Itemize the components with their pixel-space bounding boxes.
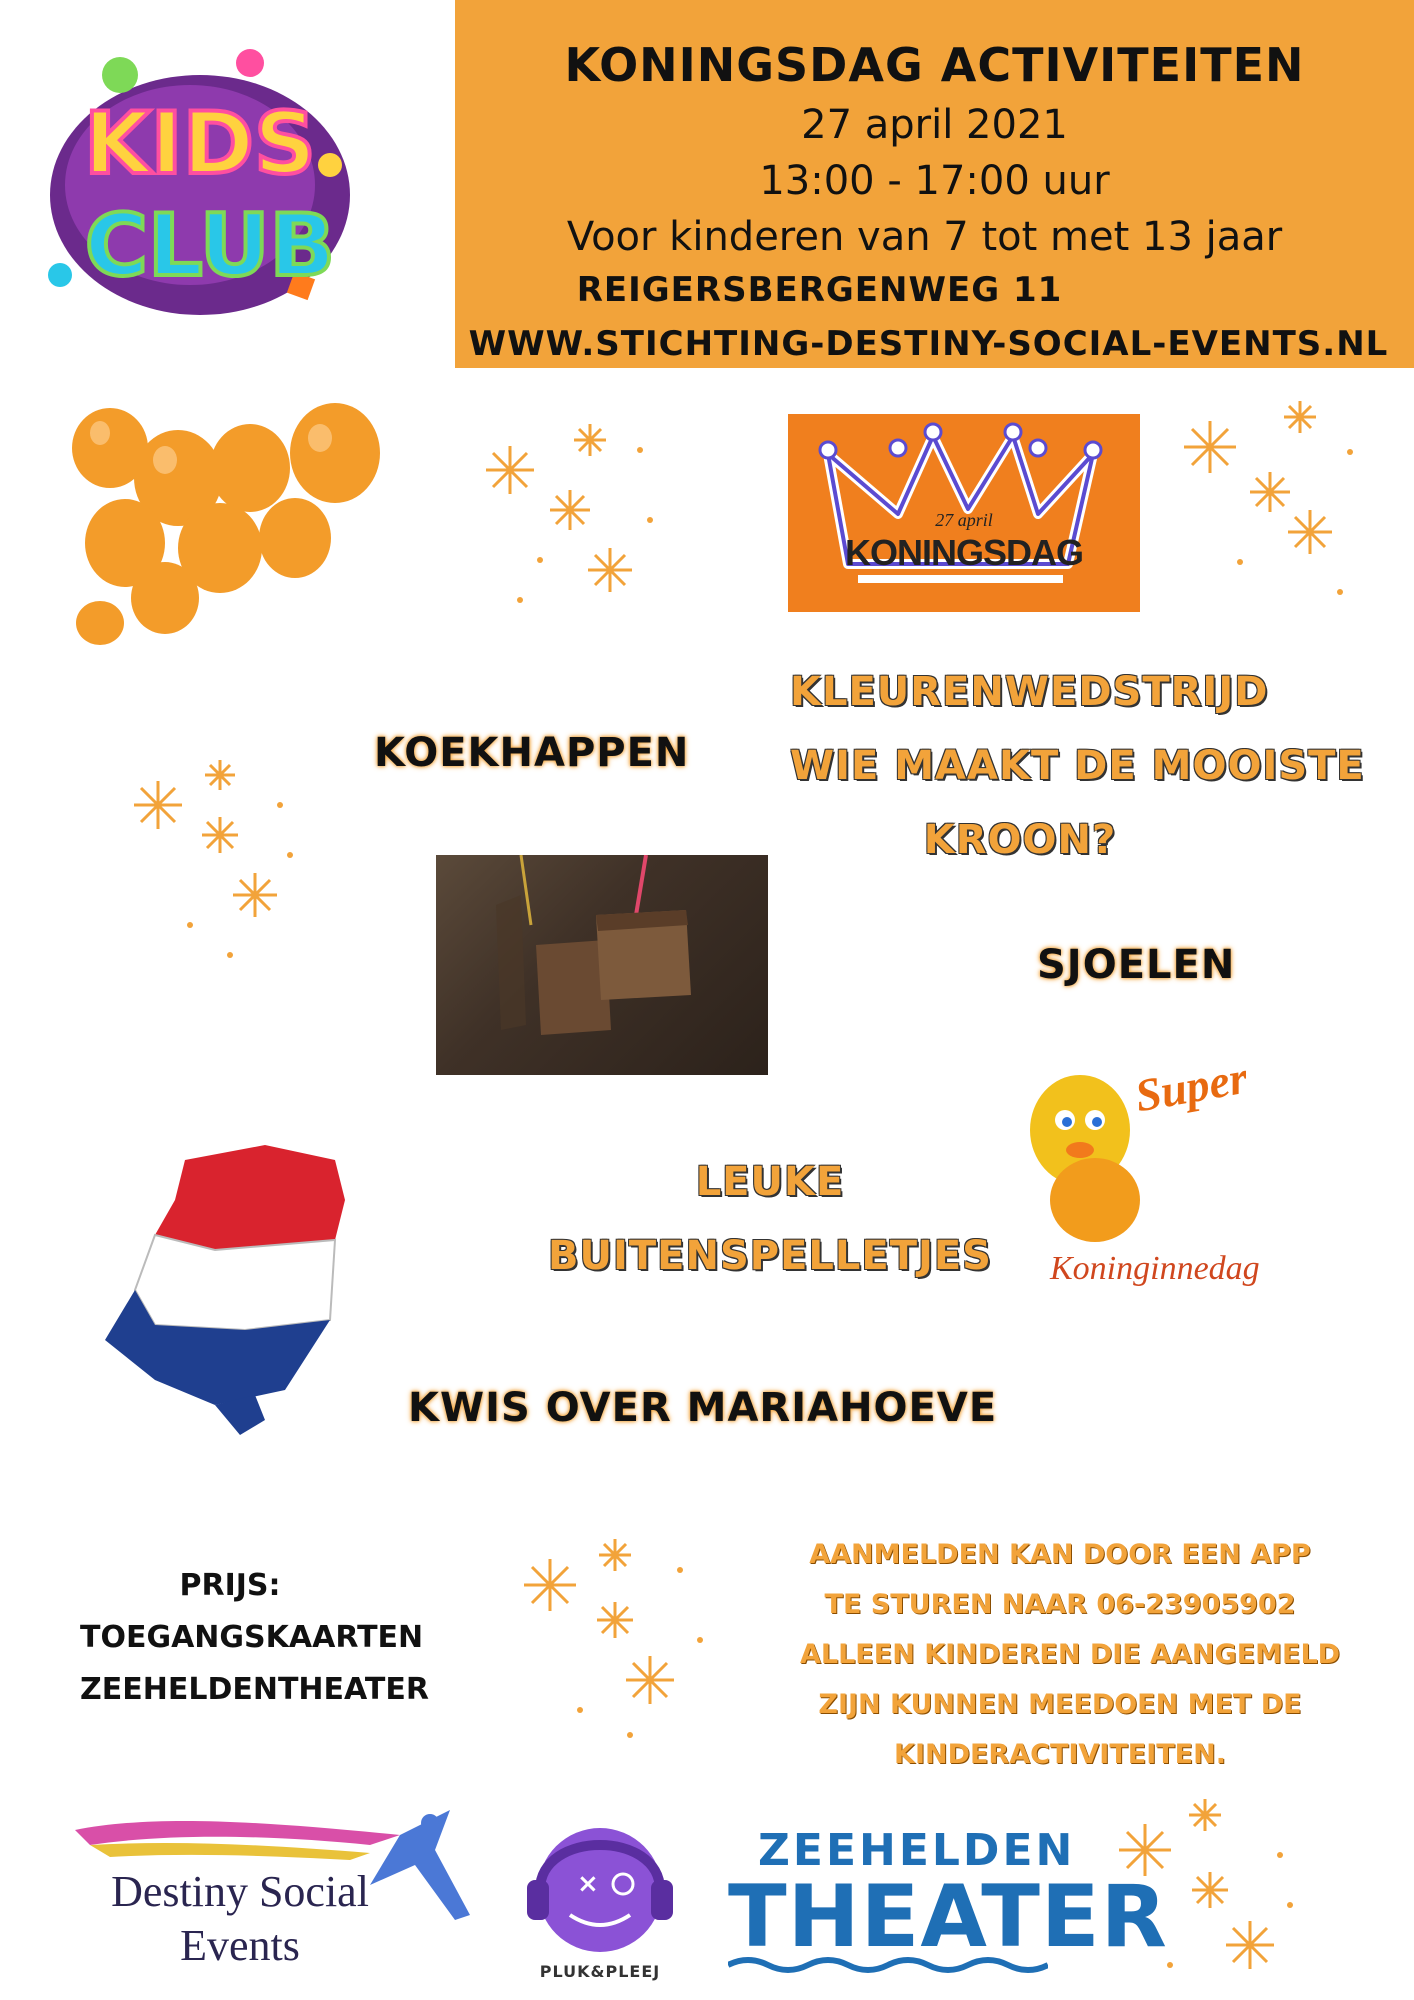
header-box [455,0,1414,368]
event-title: KONINGSDAG ACTIVITEITEN [564,38,1305,92]
event-website[interactable]: WWW.STICHTING-DESTINY-SOCIAL-EVENTS.NL [468,324,1389,364]
activity-kleurenwedstrijd [790,655,1365,877]
activity-koekhappen: KOEKHAPPEN [374,730,690,776]
kleuren-line-2: WIE MAAKT DE MOOISTE [790,743,1365,789]
activity-buitenspelletjes [540,1145,1000,1293]
svg-text:KIDS: KIDS [84,94,316,194]
netherlands-map-icon [95,1140,355,1440]
firework-icon [130,755,310,970]
balloon-icon [70,398,390,648]
crown-label: KONINGSDAG [844,532,1083,573]
leuke-line-1: LEUKE [695,1159,845,1205]
destiny-logo-text [70,1865,410,1973]
firework-icon [480,410,670,620]
leuke-line-2: BUITENSPELLETJES [548,1233,992,1279]
signup-line-2: TE STUREN NAAR 06-23905902 [824,1589,1296,1620]
crown-date: 27 april [935,510,993,530]
kids-club-logo [40,45,370,335]
firework-icon [1170,392,1370,612]
prize-line-2: TOEGANGSKAARTEN [80,1620,424,1655]
signup-line-5: KINDERACTIVITEITEN. [894,1739,1226,1770]
zeehelden-label: ZEEHELDEN [758,1825,1076,1876]
firework-icon [520,1530,720,1750]
activity-kwis: KWIS OVER MARIAHOEVE [408,1385,998,1431]
pluk-pleej-logo [515,1810,685,1990]
tweety-koninginnedag-image [1020,1050,1270,1330]
event-address: REIGERSBERGENWEG 11 [576,270,1063,310]
super-label: Super [1131,1051,1252,1122]
event-time: 13:00 - 17:00 uur [759,158,1110,204]
koekhappen-photo [436,855,768,1075]
prize-line-1: PRIJS: [179,1568,281,1603]
prize-line-3: ZEEHELDENTHEATER [80,1672,429,1707]
kleuren-line-1: KLEURENWEDSTRIJD [790,669,1269,715]
koningsdag-crown-banner [788,414,1140,612]
destiny-line-1: Destiny Social [111,1867,369,1916]
signup-line-4: ZIJN KUNNEN MEEDOEN MET DE [818,1689,1302,1720]
signup-line-1: AANMELDEN KAN DOOR EEN APP [809,1539,1311,1570]
activity-sjoelen: SJOELEN [1037,942,1236,988]
wave-icon [728,1955,1048,1975]
svg-text:CLUB: CLUB [84,196,336,296]
svg-text:×: × [577,1869,599,1899]
headphones-face-icon [515,1810,685,1960]
event-age: Voor kinderen van 7 tot met 13 jaar [566,214,1283,260]
prize-info [80,1560,429,1716]
koninginnedag-label: Koninginnedag [1050,1250,1260,1287]
zeehelden-theater-logo [728,1825,1168,1975]
kleuren-line-3: KROON? [923,817,1117,863]
pluk-pleej-label: PLUK&PLEEJ [539,1962,661,1981]
destiny-line-2: Events [180,1921,300,1970]
theater-label: THEATER [728,1867,1168,1967]
event-date: 27 april 2021 [801,102,1068,148]
destiny-social-events-logo [70,1805,490,1985]
signup-line-3: ALLEEN KINDEREN DIE AANGEMELD [800,1639,1341,1670]
signup-info [800,1530,1341,1780]
